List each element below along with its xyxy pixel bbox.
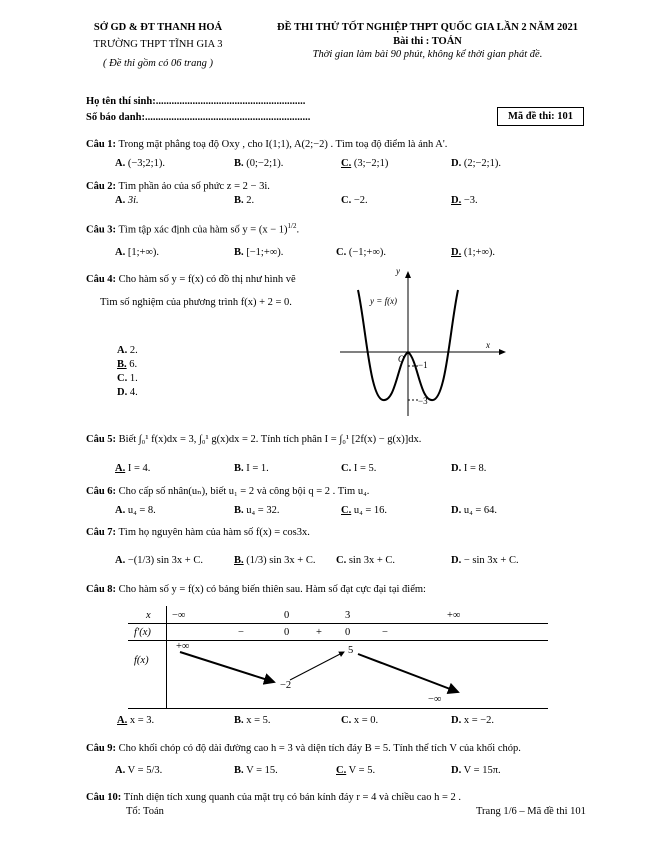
row-f-label: f(x) xyxy=(134,655,149,666)
q4-function-graph xyxy=(338,268,510,418)
q2-option-a[interactable]: A. 3i. xyxy=(115,195,139,206)
student-name-field: Họ tên thí sinh:......................................................... xyxy=(86,96,306,107)
question-7: Câu 7: Tìm họ nguyên hàm của hàm số f(x) = cos3x. xyxy=(86,527,310,538)
question-5: Câu 5: Biết ∫₀¹ f(x)dx = 3, ∫₀¹ g(x)dx = 2. Tính tích phân I = ∫₀¹ [2f(x) − g(x)]dx. xyxy=(86,434,422,445)
table-divider-1 xyxy=(128,623,548,624)
q6-option-d[interactable]: D. u₄ = 64. xyxy=(451,505,498,516)
q6-option-c[interactable]: C. u₄ = 16. xyxy=(341,505,388,516)
q7-option-c[interactable]: C. sin 3x + C. xyxy=(336,555,396,566)
q4-option-c[interactable]: C. 1. xyxy=(117,373,138,384)
q1-option-d[interactable]: D. (2;−2;1). xyxy=(451,158,501,169)
page-count-note: ( Đề thi gồm có 06 trang ) xyxy=(103,58,213,69)
q5-option-a[interactable]: A. I = 4. xyxy=(115,463,151,474)
q8-option-d[interactable]: D. x = −2. xyxy=(451,715,495,726)
question-label: Câu 1: xyxy=(86,139,117,150)
q6-option-a[interactable]: A. u₄ = 8. xyxy=(115,505,156,516)
q3-option-d[interactable]: D. (1;+∞). xyxy=(451,247,496,258)
q8-option-c[interactable]: C. x = 0. xyxy=(341,715,379,726)
x-axis-label: x xyxy=(486,340,490,350)
fp-zero-1: 0 xyxy=(284,627,290,638)
q4-option-b[interactable]: B. 6. xyxy=(117,359,138,370)
y-axis-arrow xyxy=(405,271,411,278)
row-fp-label: f′(x) xyxy=(134,627,151,638)
f-value-max: 5 xyxy=(348,645,354,656)
fp-zero-2: 0 xyxy=(345,627,351,638)
school-name: TRƯỜNG THPT TĨNH GIA 3 xyxy=(93,39,223,50)
exam-subject: Bài thi : TOÁN xyxy=(393,36,462,47)
arrow-decrease-1 xyxy=(180,652,274,682)
q2-option-b[interactable]: B. 2. xyxy=(234,195,255,206)
x-axis-arrow xyxy=(499,349,506,355)
q7-option-a[interactable]: A. −(1/3) sin 3x + C. xyxy=(115,555,203,566)
q4-option-d[interactable]: D. 4. xyxy=(117,387,138,398)
q9-option-c[interactable]: C. V = 5. xyxy=(336,765,376,776)
arrow-decrease-2 xyxy=(358,654,458,692)
exam-title: ĐỀ THI THỬ TỐT NGHIỆP THPT QUỐC GIA LẦN 2 NĂM 2021 xyxy=(277,22,578,33)
q5-option-b[interactable]: B. I = 1. xyxy=(234,463,269,474)
q7-option-b[interactable]: B. (1/3) sin 3x + C. xyxy=(234,555,316,566)
q5-option-c[interactable]: C. I = 5. xyxy=(341,463,377,474)
arrow-increase xyxy=(290,652,344,680)
question-1 xyxy=(86,139,447,150)
question-4-line2: Tìm số nghiệm của phương trình f(x) + 2 = 0. xyxy=(100,297,292,308)
fp-sign-2: + xyxy=(316,627,322,638)
question-3: Câu 3: Tìm tập xác định của hàm số $y = (x - 1)^{1/2}$. xyxy=(86,222,300,236)
question-9: Câu 9: Cho khối chóp có độ dài đường cao h = 3 và diện tích đáy B = 5. Tính thể tích V của khối chóp. xyxy=(86,743,521,754)
f-value-pos-inf: +∞ xyxy=(176,641,190,652)
footer-page-info: Trang 1/6 – Mã đề thi 101 xyxy=(476,806,586,817)
exam-code-box: Mã đề thi: 101 xyxy=(497,107,584,126)
question-8: Câu 8: Cho hàm số y = f(x) có bảng biến thiên sau. Hàm số đạt cực đại tại điểm: xyxy=(86,584,426,595)
q9-option-a[interactable]: A. V = 5/3. xyxy=(115,765,163,776)
question-10: Câu 10: Tính diện tích xung quanh của mặt trụ có bán kính đáy r = 4 và chiều cao h = 2 . xyxy=(86,792,461,803)
q3-option-b[interactable]: B. [−1;+∞). xyxy=(234,247,284,258)
exam-duration: Thời gian làm bài 90 phút, không kể thời gian phát đề. xyxy=(312,49,543,60)
q2-option-c[interactable]: C. −2. xyxy=(341,195,368,206)
minus1-label: −1 xyxy=(418,360,428,370)
dept-name: SỞ GD & ĐT THANH HOÁ xyxy=(93,22,223,33)
q1-option-a[interactable]: A. (−3;2;1). xyxy=(115,158,165,169)
fp-sign-3: − xyxy=(382,627,388,638)
q4-option-a[interactable]: A. 2. xyxy=(117,345,138,356)
y-axis-label: y xyxy=(396,268,400,276)
minus3-label: −3 xyxy=(418,396,428,406)
q9-option-b[interactable]: B. V = 15. xyxy=(234,765,278,776)
q9-option-d[interactable]: D. V = 15π. xyxy=(451,765,501,776)
row-x-label: x xyxy=(146,610,151,621)
fp-sign-1: − xyxy=(238,627,244,638)
x-value-neg-inf: −∞ xyxy=(172,610,186,621)
question-text: Trong mặt phẳng toạ độ Oxy , cho I(1;1), A(2;−2) . Tìm toạ độ điểm là ảnh A'. xyxy=(118,139,448,150)
function-label: y = f(x) xyxy=(370,296,398,306)
question-4: Câu 4: Cho hàm số y = f(x) có đồ thị như hình vẽ xyxy=(86,274,296,285)
variation-arrows xyxy=(166,640,486,708)
q1-option-b[interactable]: B. (0;−2;1). xyxy=(234,158,284,169)
x-value-pos-inf: +∞ xyxy=(447,610,461,621)
question-2: Câu 2: Tìm phần ảo của số phức z = 2 − 3i. xyxy=(86,181,270,192)
table-bottom xyxy=(128,708,548,709)
q3-option-a[interactable]: A. [1;+∞). xyxy=(115,247,160,258)
x-value-0: 0 xyxy=(284,610,290,621)
q1-option-c[interactable]: C. (3;−2;1) xyxy=(341,158,389,169)
q5-option-d[interactable]: D. I = 8. xyxy=(451,463,487,474)
q2-option-d[interactable]: D. −3. xyxy=(451,195,478,206)
q8-option-b[interactable]: B. x = 5. xyxy=(234,715,271,726)
f-value-min: −2 xyxy=(280,680,292,691)
q3-option-c[interactable]: C. (−1;+∞). xyxy=(336,247,386,258)
q8-option-a[interactable]: A. x = 3. xyxy=(117,715,155,726)
student-id-field: Số báo danh:............................................................... xyxy=(86,112,311,123)
origin-label: O xyxy=(398,354,405,364)
x-value-3: 3 xyxy=(345,610,351,621)
q7-option-d[interactable]: D. − sin 3x + C. xyxy=(451,555,519,566)
f-value-neg-inf: −∞ xyxy=(428,694,442,705)
q6-option-b[interactable]: B. u₄ = 32. xyxy=(234,505,280,516)
question-6: Câu 6: Cho cấp số nhân(uₙ), biết u₁ = 2 và công bội q = 2 . Tìm u₄. xyxy=(86,486,370,497)
footer-department: Tổ: Toán xyxy=(126,806,164,817)
